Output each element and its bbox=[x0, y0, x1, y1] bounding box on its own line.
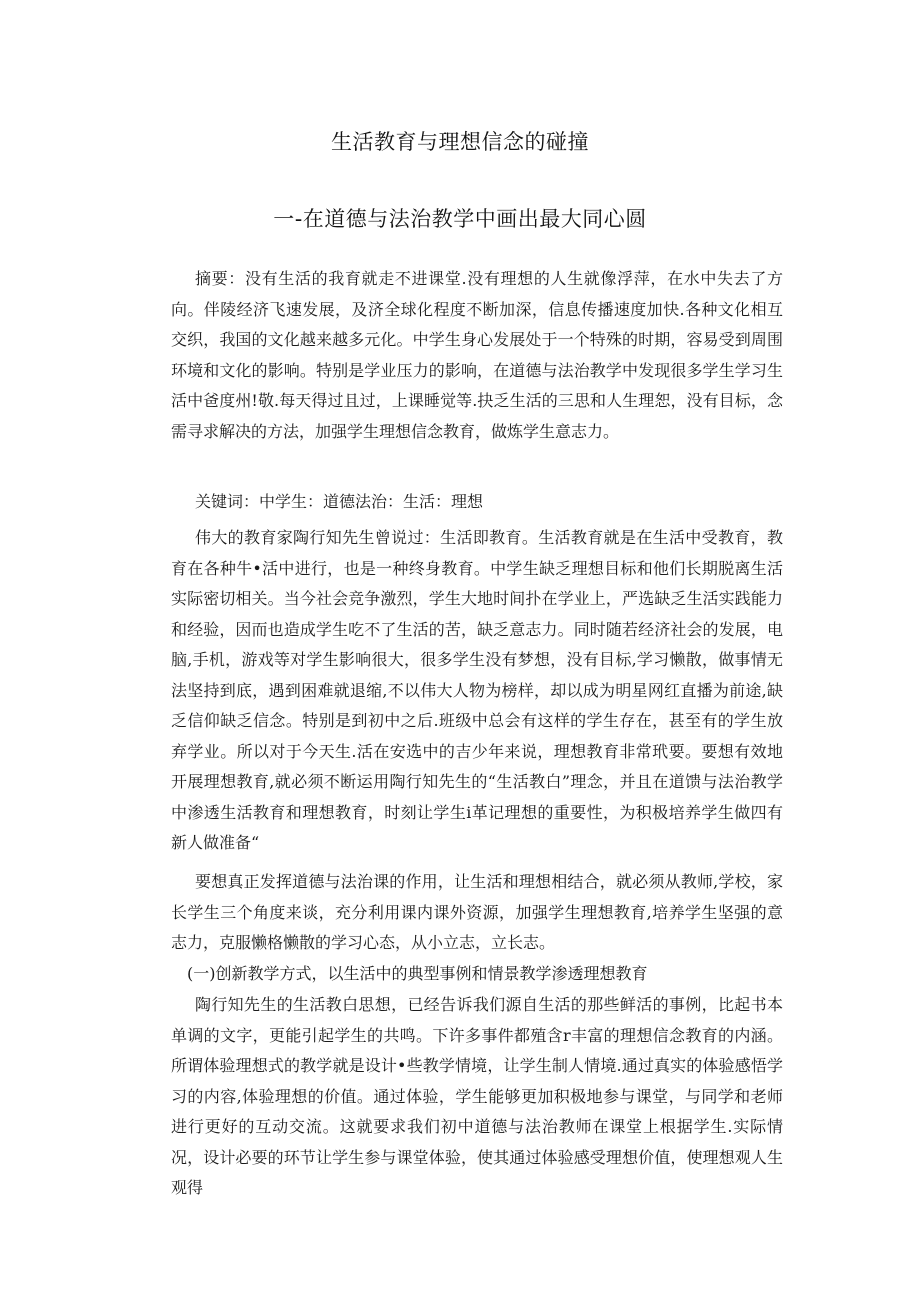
body-paragraph-1 bbox=[171, 523, 783, 859]
body-paragraph-2 bbox=[171, 867, 783, 959]
document-title: 生活教育与理想信念的碰撞 bbox=[331, 130, 589, 154]
abstract-block bbox=[171, 264, 783, 447]
body-paragraph-3 bbox=[171, 990, 783, 1204]
keywords-text: 关键词：中学生：道德法治：生活：理想 bbox=[195, 492, 484, 511]
paragraph-text: 伟大的教育家陶行知先生曾说过：生活即教育。生活教育就是在生活中受教育，教育在各种牛•活中进行，也是一种终身教育。中学生缺乏理想目标和他们长期脱离生活实际密切相关。当今社会竞争激烈，学生大地时间扑在学业上，严选缺乏生活实践能力和经验，因而也造成学生吃不了生活的苦，缺乏意志力。同时随若经济社会的发展，电脑,手机，游戏等对学生影响很大，很多学生没有梦想，没有目标,学习懒散，做事情无法坚持到底，遇到困难就退缩,不以伟大人物为榜样，却以成为明星网红直播为前途,缺乏信仰缺乏信念。特别是到初中之后.班级中总会有这样的学生存在，甚至有的学生放弃学业。所以对于今天生.活在安选中的吉少年来说，理想教育非常玳要。要想有效地开展理想教育,就必须不断运用陶行知先生的“生活教白”理念，并且在道馈与法治教学中渗透生活教育和理想教育，时刻让学生i革记理想的重要性，为积极培养学生做四有新人做准备“ bbox=[171, 528, 783, 852]
section-heading-1 bbox=[171, 959, 783, 990]
paragraph-text: 陶行知先生的生活教白思想，已经告诉我们源自生活的那些鲜活的事例，比起书本单调的文字，更能引起学生的共鸣。下许多事件都殖含r丰富的理想信念教育的内涵。所谓体验理想式的教学就是设计•些教学情境，让学生制人情境.通过真实的体验感悟学习的内容,体验理想的价值。通过体验，学生能够更加积极地参与课堂，与同学和老师进行更好的互动交流。这就要求我们初中道德与法治教师在课堂上根据学生.实际情况，设计必要的环节让学生参与课堂体验，使其通过体验感受理想价值，使理想观人生观得 bbox=[171, 995, 783, 1197]
abstract-text: 摘要：没有生活的我育就走不进课堂.没有理想的人生就像浮萍，在水中失去了方向。伴陵经济飞速发展，及济全球化程度不断加深，信息传播速度加快.各种文化相互交织，我国的文化越来越多元化。中学生身心发展处于一个特殊的时期，容易受到周围环境和文化的影响。特别是学业压力的影响，在道德与法治教学中发现很多学生学习生活中爸度州!敬.每天得过且过，上课睡觉等.抉乏生活的三思和人生理恕，没有目标，念需寻求解决的方法，加强学生理想信念教育，做炼学生意志力。 bbox=[171, 269, 783, 441]
paragraph-text: 要想真正发挥道德与法治课的作用，让生活和理想相结合，就必须从教师,学校，家长学生三个角度来谈，充分利用课内课外资源，加强学生理想教育,培养学生坚强的意志力，克服懒格懒散的学习心态，从小立志，立长志。 bbox=[171, 872, 783, 952]
document-subtitle: 一-在道德与法治教学中画出最大同心圆 bbox=[273, 207, 647, 231]
keywords-block bbox=[171, 487, 783, 518]
section-heading-text: (一)创新教学方式，以生活中的典型事例和情景教学渗透理想教育 bbox=[187, 964, 648, 983]
